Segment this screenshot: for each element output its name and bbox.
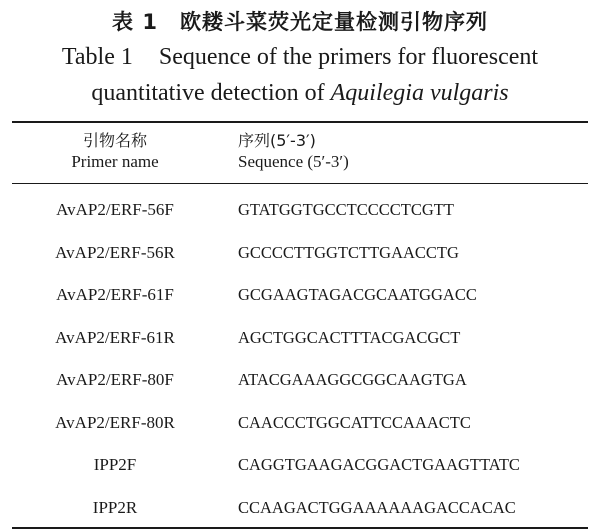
primer-name-cell: AvAP2/ERF-61F: [56, 285, 174, 304]
primer-name-cell: AvAP2/ERF-61R: [55, 327, 175, 347]
primer-name-cell: AvAP2/ERF-56R: [55, 242, 175, 262]
column-header-sequence-en: Sequence (5′-3′): [238, 152, 349, 171]
table-row: [0, 403, 600, 446]
column-header-primer-name-en: Primer name: [71, 152, 159, 171]
column-header-primer-name-cn: 引物名称: [82, 131, 147, 150]
column-header-primer-name: [60, 131, 170, 173]
table-caption-chinese: [0, 6, 600, 36]
primer-sequence-cell: GCCCCTTGGTCTTGAACCTG: [238, 242, 459, 262]
table-row: [0, 445, 600, 488]
table-bottom-rule: [12, 527, 588, 529]
primer-sequence-cell: ATACGAAAGGCGGCAAGTGA: [238, 370, 467, 389]
table-title-english-line2: quantitative detection of: [91, 80, 331, 106]
table-row: [0, 360, 600, 403]
primer-name-cell: AvAP2/ERF-80F: [56, 370, 174, 389]
table-caption-english-line2: [0, 80, 600, 107]
primer-name-cell: AvAP2/ERF-56F: [56, 200, 174, 219]
species-name: Aquilegia vulgaris: [330, 80, 509, 106]
table-top-rule: [12, 121, 588, 123]
table-number-chinese: 表 1: [112, 10, 158, 34]
table-caption-english-line1: [0, 44, 600, 71]
primer-sequence-cell: AGCTGGCACTTTACGACGCT: [238, 327, 461, 347]
primer-sequence-cell: CCAAGACTGGAAAAAAGACCACAC: [238, 497, 516, 517]
table-row: [0, 190, 600, 233]
primer-name-cell: AvAP2/ERF-80R: [55, 412, 175, 432]
table-title-english-line1: Sequence of the primers for fluorescent: [158, 44, 539, 70]
primer-sequence-cell: CAGGTGAAGACGGACTGAAGTTATC: [238, 455, 520, 474]
primer-sequence-cell: GTATGGTGCCTCCCCTCGTT: [238, 200, 454, 219]
table-row: [0, 233, 600, 276]
column-header-sequence: [238, 131, 349, 173]
table-title-chinese: 欧耧斗菜荧光定量检测引物序列: [179, 10, 488, 34]
column-header-sequence-cn: 序列(5′-3′): [238, 131, 316, 150]
primer-name-cell: IPP2F: [93, 455, 137, 474]
primer-sequence-cell: CAACCCTGGCATTCCAAACTC: [238, 412, 471, 432]
table-label-english: Table 1: [61, 44, 133, 70]
table-row: [0, 488, 600, 531]
table-header-rule: [12, 183, 588, 184]
primer-name-cell: IPP2R: [92, 497, 138, 517]
table-row: [0, 318, 600, 361]
table-row: [0, 275, 600, 318]
table-body: [0, 190, 600, 530]
primer-sequence-cell: GCGAAGTAGACGCAATGGACC: [238, 285, 477, 304]
